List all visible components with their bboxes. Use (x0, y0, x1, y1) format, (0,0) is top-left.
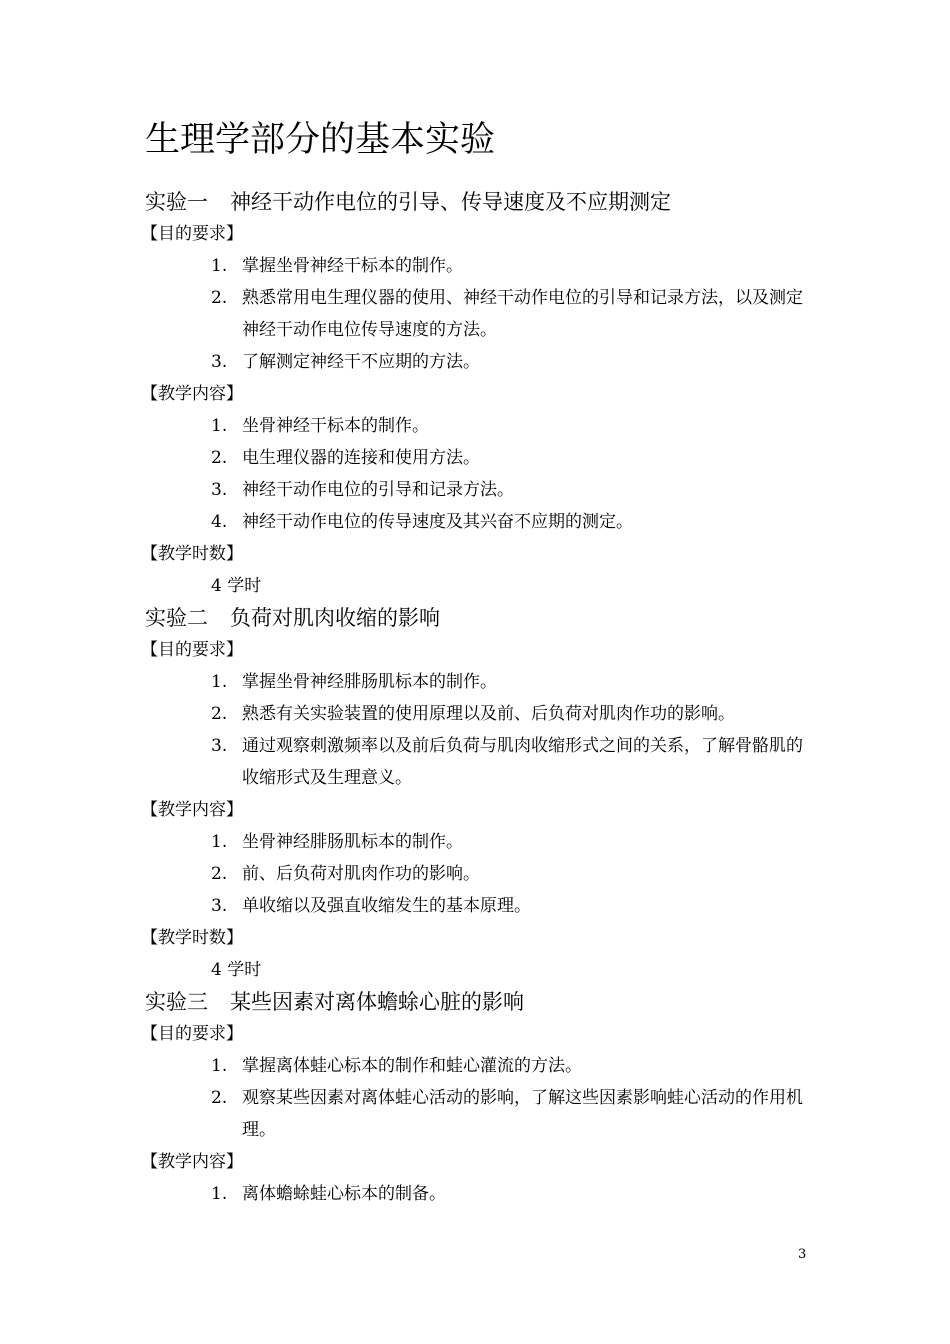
experiment-title (145, 602, 825, 634)
experiment-number: 实验三 (145, 990, 208, 1014)
experiment-3 (141, 986, 825, 1210)
item-number: 4. (211, 512, 228, 532)
content-heading: 【教学内容】 (141, 800, 243, 820)
list-item (145, 1050, 825, 1082)
hours-value: 4 学时 (211, 576, 262, 596)
experiment-title (145, 986, 825, 1018)
item-number: 3. (211, 480, 228, 500)
item-number: 1. (211, 1184, 228, 1204)
item-number: 1. (211, 832, 228, 852)
experiment-2 (141, 602, 825, 986)
experiment-1 (141, 186, 825, 602)
list-item (145, 730, 825, 794)
list-item (145, 890, 825, 922)
list-item (145, 442, 825, 474)
item-text: 了解测定神经干不应期的方法。 (242, 352, 480, 372)
list-item (145, 346, 825, 378)
goals-heading: 【目的要求】 (141, 224, 243, 244)
item-number: 1. (211, 1056, 228, 1076)
list-item (145, 698, 825, 730)
hours-value: 4 学时 (211, 960, 262, 980)
list-item (145, 826, 825, 858)
item-number: 2. (211, 288, 228, 308)
page-title: 生理学部分的基本实验 (145, 120, 496, 160)
item-number: 2. (211, 704, 228, 724)
list-item (145, 1082, 825, 1146)
item-text: 神经干动作电位的引导和记录方法。 (242, 480, 514, 500)
document-body (141, 186, 825, 1210)
item-number: 2. (211, 864, 228, 884)
experiment-name: 某些因素对离体蟾蜍心脏的影响 (230, 990, 524, 1014)
item-text: 离体蟾蜍蛙心标本的制备。 (242, 1184, 446, 1204)
item-number: 1. (211, 256, 228, 276)
experiment-name: 负荷对肌肉收缩的影响 (230, 606, 440, 630)
content-heading: 【教学内容】 (141, 384, 243, 404)
item-text: 前、后负荷对肌肉作功的影响。 (242, 864, 480, 884)
item-text: 通过观察刺激频率以及前后负荷与肌肉收缩形式之间的关系，了解骨骼肌的收缩形式及生理意义。 (242, 736, 803, 788)
item-number: 1. (211, 672, 228, 692)
hours-heading: 【教学时数】 (141, 544, 243, 564)
item-text: 掌握离体蛙心标本的制作和蛙心灌流的方法。 (242, 1056, 582, 1076)
list-item (145, 474, 825, 506)
list-item (145, 666, 825, 698)
list-item (145, 506, 825, 538)
experiment-number: 实验二 (145, 606, 208, 630)
list-item (145, 410, 825, 442)
goals-heading: 【目的要求】 (141, 640, 243, 660)
experiment-title (145, 186, 825, 218)
list-item (145, 1178, 825, 1210)
item-text: 熟悉有关实验装置的使用原理以及前、后负荷对肌肉作功的影响。 (242, 704, 735, 724)
list-item (145, 282, 825, 346)
item-number: 3. (211, 736, 228, 756)
content-heading: 【教学内容】 (141, 1152, 243, 1172)
item-text: 观察某些因素对离体蛙心活动的影响，了解这些因素影响蛙心活动的作用机理。 (242, 1088, 803, 1140)
goals-heading: 【目的要求】 (141, 1024, 243, 1044)
item-number: 3. (211, 352, 228, 372)
item-text: 掌握坐骨神经腓肠肌标本的制作。 (242, 672, 497, 692)
item-number: 2. (211, 1088, 228, 1108)
experiment-name: 神经干动作电位的引导、传导速度及不应期测定 (230, 190, 671, 214)
item-number: 3. (211, 896, 228, 916)
hours-heading: 【教学时数】 (141, 928, 243, 948)
item-text: 坐骨神经腓肠肌标本的制作。 (242, 832, 463, 852)
list-item (145, 858, 825, 890)
item-text: 单收缩以及强直收缩发生的基本原理。 (242, 896, 531, 916)
item-text: 神经干动作电位的传导速度及其兴奋不应期的测定。 (242, 512, 633, 532)
item-text: 掌握坐骨神经干标本的制作。 (242, 256, 463, 276)
item-text: 熟悉常用电生理仪器的使用、神经干动作电位的引导和记录方法，以及测定神经干动作电位传导速度的方法。 (242, 288, 803, 340)
item-number: 1. (211, 416, 228, 436)
list-item (145, 250, 825, 282)
item-text: 电生理仪器的连接和使用方法。 (242, 448, 480, 468)
item-number: 2. (211, 448, 228, 468)
page-number: 3 (798, 1247, 807, 1262)
experiment-number: 实验一 (145, 190, 208, 214)
item-text: 坐骨神经干标本的制作。 (242, 416, 429, 436)
